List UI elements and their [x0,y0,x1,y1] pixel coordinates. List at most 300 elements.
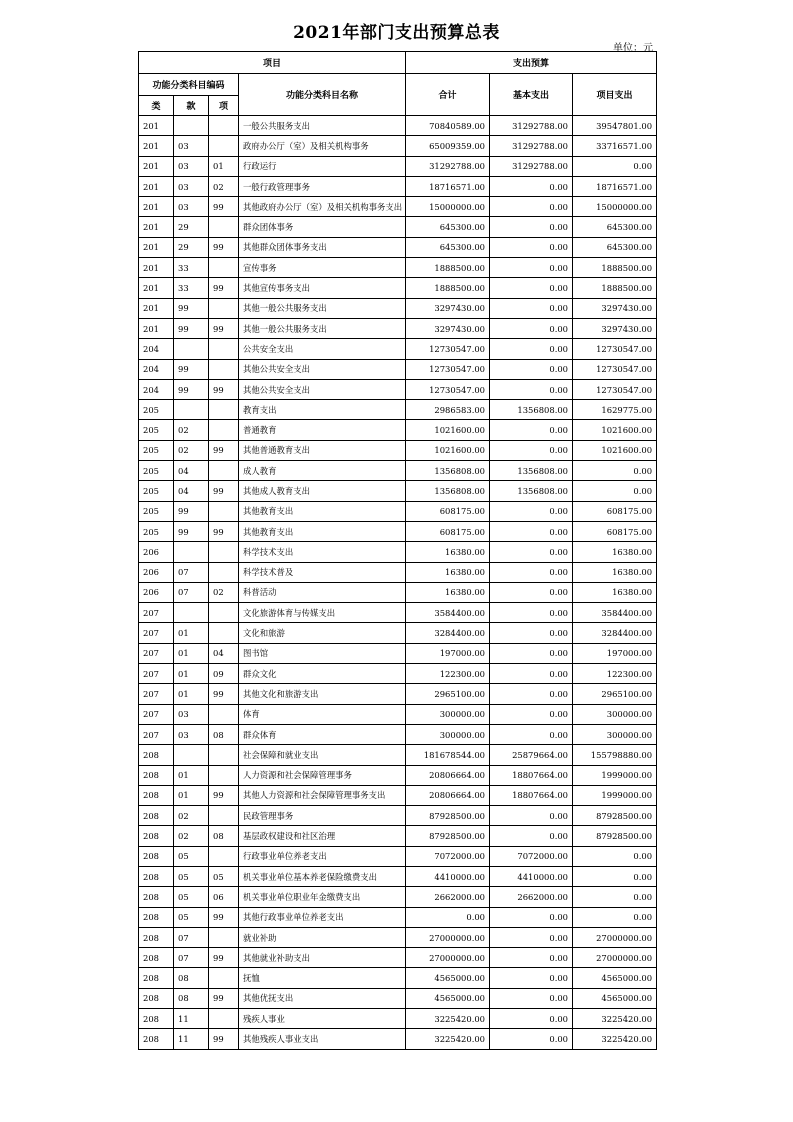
cell-kuan: 99 [174,298,209,318]
cell-name: 群众团体事务 [239,217,406,237]
cell-project: 1888500.00 [573,258,657,278]
cell-basic: 1356808.00 [490,400,573,420]
cell-name: 其他宣传事务支出 [239,278,406,298]
cell-project: 1999000.00 [573,765,657,785]
cell-lei: 204 [139,339,174,359]
cell-project: 645300.00 [573,237,657,257]
cell-project: 2965100.00 [573,684,657,704]
cell-name: 体育 [239,704,406,724]
cell-name: 科学技术支出 [239,542,406,562]
table-row [139,866,657,886]
cell-project: 87928500.00 [573,806,657,826]
table-body [139,116,657,1050]
table-row [139,846,657,866]
unit-label: 单位：元 [613,43,653,54]
cell-basic: 0.00 [490,988,573,1008]
cell-project: 3297430.00 [573,318,657,338]
cell-kuan [174,542,209,562]
table-row [139,258,657,278]
cell-lei: 205 [139,461,174,481]
cell-kuan [174,400,209,420]
cell-kuan: 03 [174,724,209,744]
cell-basic: 0.00 [490,217,573,237]
cell-total: 70840589.00 [406,116,490,136]
cell-total: 1888500.00 [406,278,490,298]
cell-basic: 0.00 [490,318,573,338]
table-row [139,197,657,217]
cell-total: 3584400.00 [406,603,490,623]
cell-name: 就业补助 [239,927,406,947]
cell-project: 122300.00 [573,664,657,684]
cell-basic: 0.00 [490,927,573,947]
cell-xiang [209,846,239,866]
cell-total: 300000.00 [406,704,490,724]
cell-lei: 208 [139,745,174,765]
cell-kuan: 02 [174,440,209,460]
cell-project: 39547801.00 [573,116,657,136]
cell-kuan: 02 [174,806,209,826]
cell-xiang: 02 [209,176,239,196]
cell-kuan [174,745,209,765]
cell-xiang [209,217,239,237]
cell-total: 15000000.00 [406,197,490,217]
cell-kuan: 05 [174,866,209,886]
cell-xiang [209,461,239,481]
table-row [139,745,657,765]
cell-total: 3297430.00 [406,298,490,318]
cell-kuan [174,339,209,359]
cell-xiang: 99 [209,1029,239,1049]
cell-xiang: 99 [209,318,239,338]
cell-kuan: 07 [174,948,209,968]
cell-lei: 208 [139,1009,174,1029]
cell-project: 197000.00 [573,643,657,663]
cell-basic: 0.00 [490,664,573,684]
cell-kuan: 33 [174,278,209,298]
cell-xiang: 99 [209,988,239,1008]
cell-project: 33716571.00 [573,136,657,156]
cell-name: 其他群众团体事务支出 [239,237,406,257]
cell-basic: 18807664.00 [490,765,573,785]
table-row [139,481,657,501]
cell-project: 0.00 [573,887,657,907]
cell-project: 0.00 [573,907,657,927]
cell-basic: 0.00 [490,948,573,968]
cell-basic: 0.00 [490,704,573,724]
cell-lei: 206 [139,562,174,582]
table-row [139,217,657,237]
cell-basic: 0.00 [490,278,573,298]
cell-total: 122300.00 [406,664,490,684]
cell-xiang: 05 [209,866,239,886]
cell-kuan: 01 [174,623,209,643]
cell-xiang [209,258,239,278]
cell-name: 群众文化 [239,664,406,684]
cell-total: 18716571.00 [406,176,490,196]
cell-name: 图书馆 [239,643,406,663]
cell-kuan: 03 [174,136,209,156]
cell-project: 0.00 [573,866,657,886]
cell-total: 12730547.00 [406,359,490,379]
cell-total: 16380.00 [406,582,490,602]
cell-lei: 208 [139,846,174,866]
cell-basic: 0.00 [490,339,573,359]
table-row [139,318,657,338]
cell-basic: 25879664.00 [490,745,573,765]
cell-project: 16380.00 [573,562,657,582]
table-row [139,156,657,176]
cell-basic: 0.00 [490,582,573,602]
cell-basic: 0.00 [490,1009,573,1029]
cell-name: 机关事业单位基本养老保险缴费支出 [239,866,406,886]
table-row [139,603,657,623]
cell-lei: 207 [139,704,174,724]
cell-project: 12730547.00 [573,379,657,399]
cell-name: 其他就业补助支出 [239,948,406,968]
cell-kuan: 01 [174,765,209,785]
cell-kuan: 04 [174,461,209,481]
header-xiang: 项 [209,96,239,116]
cell-name: 其他残疾人事业支出 [239,1029,406,1049]
table-row [139,724,657,744]
cell-project: 4565000.00 [573,968,657,988]
table-row [139,806,657,826]
cell-kuan: 99 [174,379,209,399]
cell-lei: 206 [139,582,174,602]
cell-kuan: 99 [174,318,209,338]
cell-project: 1021600.00 [573,420,657,440]
cell-basic: 0.00 [490,907,573,927]
cell-lei: 205 [139,481,174,501]
cell-kuan [174,116,209,136]
cell-kuan: 01 [174,684,209,704]
page-title: 2021年部门支出预算总表 [293,23,500,43]
cell-total: 27000000.00 [406,927,490,947]
header-name: 功能分类科目名称 [239,74,406,116]
cell-xiang [209,359,239,379]
table-header [139,52,657,116]
cell-name: 公共安全支出 [239,339,406,359]
cell-kuan [174,603,209,623]
cell-basic: 31292788.00 [490,136,573,156]
cell-name: 其他成人教育支出 [239,481,406,501]
cell-basic: 31292788.00 [490,116,573,136]
cell-name: 行政运行 [239,156,406,176]
cell-name: 社会保障和就业支出 [239,745,406,765]
cell-xiang: 99 [209,197,239,217]
table-row [139,664,657,684]
cell-total: 3284400.00 [406,623,490,643]
cell-lei: 207 [139,603,174,623]
cell-lei: 208 [139,988,174,1008]
cell-total: 1888500.00 [406,258,490,278]
cell-total: 4410000.00 [406,866,490,886]
cell-project: 608175.00 [573,501,657,521]
cell-xiang: 02 [209,582,239,602]
cell-basic: 0.00 [490,623,573,643]
cell-basic: 1356808.00 [490,461,573,481]
cell-project: 16380.00 [573,582,657,602]
cell-lei: 208 [139,907,174,927]
cell-basic: 0.00 [490,521,573,541]
cell-total: 1021600.00 [406,420,490,440]
cell-xiang: 08 [209,826,239,846]
table-row [139,948,657,968]
cell-xiang [209,420,239,440]
cell-name: 一般行政管理事务 [239,176,406,196]
cell-basic: 0.00 [490,420,573,440]
cell-total: 608175.00 [406,521,490,541]
cell-name: 政府办公厅（室）及相关机构事务 [239,136,406,156]
cell-name: 人力资源和社会保障管理事务 [239,765,406,785]
cell-lei: 201 [139,318,174,338]
cell-total: 1021600.00 [406,440,490,460]
cell-total: 2986583.00 [406,400,490,420]
cell-basic: 0.00 [490,542,573,562]
cell-name: 其他普通教育支出 [239,440,406,460]
cell-name: 其他行政事业单位养老支出 [239,907,406,927]
cell-total: 4565000.00 [406,988,490,1008]
cell-xiang [209,765,239,785]
cell-lei: 205 [139,440,174,460]
cell-total: 31292788.00 [406,156,490,176]
cell-xiang: 99 [209,948,239,968]
cell-kuan: 08 [174,968,209,988]
cell-total: 12730547.00 [406,379,490,399]
table-row [139,278,657,298]
table-row [139,927,657,947]
cell-total: 87928500.00 [406,826,490,846]
cell-project: 3297430.00 [573,298,657,318]
cell-name: 机关事业单位职业年金缴费支出 [239,887,406,907]
table-row [139,379,657,399]
cell-lei: 201 [139,156,174,176]
table-row [139,765,657,785]
cell-kuan: 04 [174,481,209,501]
cell-lei: 205 [139,420,174,440]
cell-lei: 207 [139,684,174,704]
header-basic: 基本支出 [490,74,573,116]
cell-xiang: 09 [209,664,239,684]
cell-lei: 208 [139,1029,174,1049]
header-project: 项目 [139,52,406,74]
table-row [139,420,657,440]
header-project-expenditure: 项目支出 [573,74,657,116]
cell-name: 其他公共安全支出 [239,379,406,399]
cell-lei: 204 [139,359,174,379]
cell-kuan: 02 [174,420,209,440]
header-total: 合计 [406,74,490,116]
cell-kuan: 33 [174,258,209,278]
cell-kuan: 07 [174,927,209,947]
cell-xiang: 04 [209,643,239,663]
cell-kuan: 03 [174,156,209,176]
cell-lei: 205 [139,501,174,521]
cell-basic: 0.00 [490,501,573,521]
table-row [139,1009,657,1029]
cell-lei: 201 [139,116,174,136]
cell-kuan: 05 [174,846,209,866]
cell-name: 文化和旅游 [239,623,406,643]
cell-total: 2965100.00 [406,684,490,704]
cell-total: 608175.00 [406,501,490,521]
cell-basic: 7072000.00 [490,846,573,866]
cell-kuan: 01 [174,643,209,663]
cell-total: 16380.00 [406,542,490,562]
cell-lei: 208 [139,887,174,907]
cell-basic: 0.00 [490,806,573,826]
cell-lei: 205 [139,400,174,420]
cell-xiang [209,704,239,724]
cell-basic: 0.00 [490,684,573,704]
table-row [139,826,657,846]
cell-name: 抚恤 [239,968,406,988]
cell-basic: 0.00 [490,237,573,257]
cell-kuan: 11 [174,1009,209,1029]
cell-lei: 207 [139,643,174,663]
table-row [139,339,657,359]
cell-project: 0.00 [573,481,657,501]
cell-total: 300000.00 [406,724,490,744]
cell-basic: 0.00 [490,176,573,196]
cell-basic: 0.00 [490,1029,573,1049]
cell-total: 20806664.00 [406,765,490,785]
cell-basic: 0.00 [490,968,573,988]
cell-lei: 201 [139,197,174,217]
cell-lei: 208 [139,866,174,886]
cell-lei: 201 [139,136,174,156]
cell-basic: 0.00 [490,298,573,318]
cell-lei: 208 [139,826,174,846]
cell-kuan: 03 [174,704,209,724]
cell-xiang [209,136,239,156]
cell-name: 普通教育 [239,420,406,440]
table-row [139,684,657,704]
cell-project: 16380.00 [573,542,657,562]
cell-name: 其他优抚支出 [239,988,406,1008]
cell-project: 87928500.00 [573,826,657,846]
budget-table [138,51,657,1050]
cell-kuan: 05 [174,907,209,927]
cell-xiang [209,1009,239,1029]
cell-basic: 0.00 [490,440,573,460]
cell-lei: 208 [139,785,174,805]
table-row [139,461,657,481]
header-lei: 类 [139,96,174,116]
cell-basic: 2662000.00 [490,887,573,907]
cell-xiang [209,339,239,359]
cell-kuan: 08 [174,988,209,1008]
cell-xiang: 99 [209,278,239,298]
cell-basic: 0.00 [490,197,573,217]
cell-total: 181678544.00 [406,745,490,765]
cell-total: 2662000.00 [406,887,490,907]
cell-project: 27000000.00 [573,927,657,947]
cell-project: 645300.00 [573,217,657,237]
cell-total: 20806664.00 [406,785,490,805]
cell-name: 一般公共服务支出 [239,116,406,136]
cell-name: 群众体育 [239,724,406,744]
cell-project: 0.00 [573,461,657,481]
cell-kuan: 29 [174,217,209,237]
cell-name: 其他公共安全支出 [239,359,406,379]
cell-name: 基层政权建设和社区治理 [239,826,406,846]
cell-xiang: 99 [209,684,239,704]
cell-basic: 18807664.00 [490,785,573,805]
cell-total: 87928500.00 [406,806,490,826]
cell-name: 其他文化和旅游支出 [239,684,406,704]
cell-kuan: 03 [174,197,209,217]
cell-project: 300000.00 [573,724,657,744]
table-row [139,1029,657,1049]
cell-kuan: 29 [174,237,209,257]
cell-project: 3225420.00 [573,1029,657,1049]
cell-lei: 201 [139,258,174,278]
cell-xiang [209,298,239,318]
cell-lei: 207 [139,664,174,684]
cell-kuan: 05 [174,887,209,907]
cell-kuan: 07 [174,582,209,602]
header-code-group: 功能分类科目编码 [139,74,239,96]
cell-project: 155798880.00 [573,745,657,765]
table-row [139,907,657,927]
cell-basic: 0.00 [490,359,573,379]
cell-xiang: 99 [209,379,239,399]
cell-basic: 0.00 [490,643,573,663]
cell-basic: 0.00 [490,603,573,623]
cell-xiang: 06 [209,887,239,907]
cell-project: 0.00 [573,846,657,866]
cell-basic: 0.00 [490,826,573,846]
cell-basic: 0.00 [490,379,573,399]
table-row [139,237,657,257]
cell-xiang [209,562,239,582]
cell-total: 3225420.00 [406,1009,490,1029]
cell-lei: 207 [139,623,174,643]
cell-project: 27000000.00 [573,948,657,968]
cell-lei: 207 [139,724,174,744]
table-row [139,704,657,724]
cell-xiang [209,927,239,947]
table-row [139,116,657,136]
cell-xiang: 99 [209,521,239,541]
table-row [139,643,657,663]
cell-xiang: 99 [209,237,239,257]
cell-xiang: 01 [209,156,239,176]
cell-lei: 206 [139,542,174,562]
cell-kuan: 01 [174,664,209,684]
cell-lei: 201 [139,217,174,237]
cell-kuan: 99 [174,359,209,379]
cell-lei: 208 [139,765,174,785]
table-row [139,136,657,156]
cell-name: 科普活动 [239,582,406,602]
cell-lei: 208 [139,968,174,988]
cell-total: 4565000.00 [406,968,490,988]
cell-name: 教育支出 [239,400,406,420]
table-row [139,887,657,907]
table-row [139,968,657,988]
cell-lei: 208 [139,927,174,947]
cell-kuan: 01 [174,785,209,805]
cell-total: 1356808.00 [406,461,490,481]
table-row [139,562,657,582]
cell-lei: 208 [139,948,174,968]
cell-xiang [209,745,239,765]
cell-xiang [209,806,239,826]
cell-basic: 4410000.00 [490,866,573,886]
table-row [139,785,657,805]
